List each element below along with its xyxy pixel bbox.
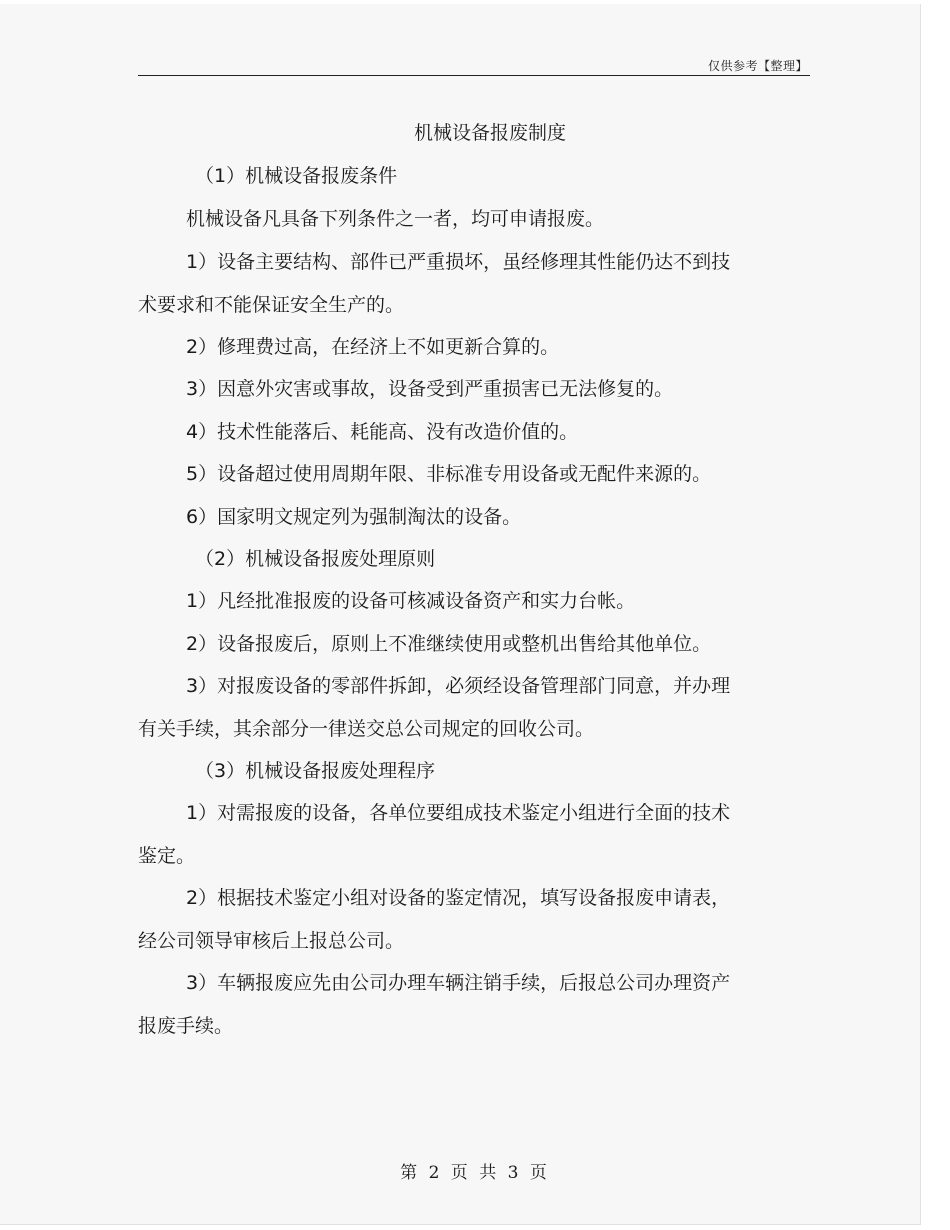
document-title: 机械设备报废制度 bbox=[413, 122, 566, 144]
section-heading-3: （3）机械设备报废处理程序 bbox=[195, 760, 436, 782]
paragraph-line: 1）设备主要结构、部件已严重损坏，虽经修理其性能仍达不到技 bbox=[186, 251, 731, 273]
paragraph-line: 有关手续，其余部分一律送交总公司规定的回收公司。 bbox=[138, 718, 595, 740]
paragraph-line: 鉴定。 bbox=[138, 845, 196, 867]
header-rule bbox=[138, 75, 810, 76]
paragraph-line: 6）国家明文规定列为强制淘汰的设备。 bbox=[186, 506, 522, 528]
paragraph-line: 1）对需报废的设备，各单位要组成技术鉴定小组进行全面的技术 bbox=[186, 802, 731, 824]
paragraph-line: 3）对报废设备的零部件拆卸，必须经设备管理部门同意，并办理 bbox=[186, 675, 731, 697]
paragraph-line: 3）车辆报废应先由公司办理车辆注销手续，后报总公司办理资产 bbox=[186, 972, 731, 994]
header-label: 仅供参考【整理】 bbox=[707, 59, 808, 73]
paragraph-line: 2）设备报废后，原则上不准继续使用或整机出售给其他单位。 bbox=[186, 633, 712, 655]
paragraph-line: 2）根据技术鉴定小组对设备的鉴定情况，填写设备报废申请表， bbox=[186, 887, 731, 909]
paragraph-line: 5）设备超过使用周期年限、非标准专用设备或无配件来源的。 bbox=[186, 463, 712, 485]
section-heading-1: （1）机械设备报废条件 bbox=[195, 165, 398, 187]
paragraph-line: 术要求和不能保证安全生产的。 bbox=[138, 294, 405, 316]
page-number: 第 2 页 共 3 页 bbox=[400, 1163, 550, 1183]
section-heading-2: （2）机械设备报废处理原则 bbox=[195, 548, 436, 570]
paragraph-line: 4）技术性能落后、耗能高、没有改造价值的。 bbox=[186, 421, 579, 443]
paragraph-line: 3）因意外灾害或事故，设备受到严重损害已无法修复的。 bbox=[186, 378, 674, 400]
paragraph-line: 经公司领导审核后上报总公司。 bbox=[138, 930, 405, 952]
paragraph-line: 机械设备凡具备下列条件之一者，均可申请报废。 bbox=[186, 208, 605, 230]
paragraph-line: 报废手续。 bbox=[138, 1015, 234, 1037]
paragraph-line: 1）凡经批准报废的设备可核减设备资产和实力台帐。 bbox=[186, 590, 636, 612]
paragraph-line: 2）修理费过高，在经济上不如更新合算的。 bbox=[186, 336, 560, 358]
document-page bbox=[0, 4, 921, 1225]
